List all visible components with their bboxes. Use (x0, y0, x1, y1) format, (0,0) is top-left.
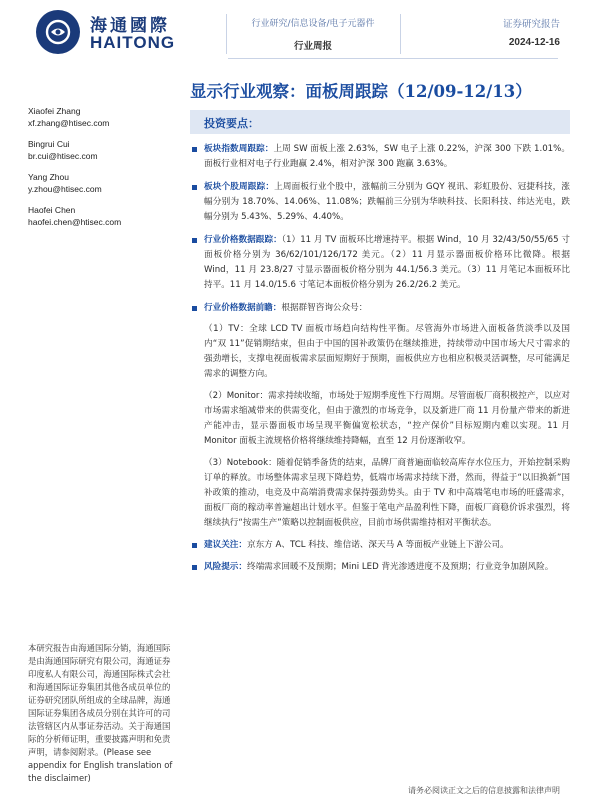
report-date: 2024-12-16 (508, 37, 560, 48)
logo-english: HAITONG (90, 33, 176, 52)
report-type: 证券研究报告 (502, 19, 560, 30)
key-points-header (190, 110, 570, 134)
disclaimer-text: 本研究报告由海通国际分销，海通国际是由海通国际研究有限公司，海通证券印度私人有限公司，海通国际株式会社和海通国际证券集团其他各成员单位的证券研究团队所组成的全球品牌，海通国际证券集团各成员分别在其许可的司法管辖区内从事证券活动。关于海通国际的分析师证明，重要披露声明和免责声明，请参阅附录。(Please see appendix for English translation of the disclaimer) (28, 643, 173, 783)
author (28, 171, 178, 195)
author-email[interactable]: br.cui@htisec.com (28, 151, 98, 161)
author-name: Yang Zhou (28, 172, 69, 182)
bullet-text: 根据群智咨询公众号： (281, 303, 368, 313)
bullet-price-tracking (190, 233, 570, 293)
bullet-text: 上周 SW 面板上涨 2.63%，SW 电子上涨 0.22%，沪深 300 下跌 1.01%。面板行业相对电子行业跑赢 2.4%，相对沪深 300 跑赢 3.63%。 (204, 144, 570, 169)
author (28, 138, 178, 162)
bullet-label: 风险提示： (204, 562, 247, 572)
bullet-label: 板块指数周跟踪： (204, 144, 274, 154)
outlook-tv-paragraph: （1）TV：全球 LCD TV 面板市场趋向结构性平衡。尽管海外市场进入面板备货淡季以及国内“双 11”促销期结束，但由于中国的国补政策仍在继续推进，持续带动中国市场大尺寸需求的强劲增长，支撑电视面板需求层面短期好于预期，面板供应方也相应积极灵活调整，尽可能满足需求的调整方向。 (204, 324, 570, 379)
author-name: Haofei Chen (28, 205, 76, 215)
bullet-recommendation (190, 538, 570, 553)
author-name: Xiaofei Zhang (28, 106, 81, 116)
divider (226, 14, 227, 54)
author-email[interactable]: xf.zhang@htisec.com (28, 118, 110, 128)
key-points-body (190, 142, 570, 575)
report-subtitle: 行业周报 (293, 41, 332, 52)
report-categories: 行业研究/信息设备/电子元器件 (251, 19, 375, 29)
author-email[interactable]: y.zhou@htisec.com (28, 184, 102, 194)
bullet-label: 行业价格数据前瞻： (204, 303, 282, 313)
page-title: 显示行业观察：面板周跟踪（12/09-12/13） (190, 82, 532, 101)
bullet-risk-warning (190, 560, 570, 575)
divider (400, 14, 401, 54)
bullet-label: 行业价格数据跟踪： (204, 235, 282, 245)
report-header (0, 0, 600, 62)
footer-notice: 请务必阅读正文之后的信息披露和法律声明 (408, 786, 560, 795)
outlook-monitor-paragraph: （2）Monitor：需求持续收缩，市场处于短期季度性下行周期。尽管面板厂商积极控产，以应对市场需求缩减带来的供需变化，但由于激烈的市场竞争，以及新进厂商 11 月份量产带来的新进产能冲击，显示器面板市场呈现平衡偏宽松状态，“控产保价”目标短期内难以实现。11 月 Monitor 面板主流规格价格将继续维持降幅，直至 12 月份逐渐收窄。 (204, 391, 570, 446)
author-email[interactable]: haofei.chen@htisec.com (28, 217, 122, 227)
bullet-text: （1）11 月 TV 面板环比增速持平。根据 Wind，10 月 32/43/50/55/65 寸面板价格分别为 36/62/101/126/172 美元。（2）11 月显示器面板价格环比微降。根据 Wind，11 月 23.8/27 寸显示器面板价格分别为 44.1/56.3 美元。（3）11 月笔记本面板环比持平。11 月 14.0/15.6 寸笔记本面板价格分别为 26.2/26.2 美元。 (204, 235, 570, 290)
bullet-label: 板块个股周跟踪： (204, 182, 275, 192)
logo-chinese: 海通國際 (90, 16, 170, 36)
bullet-label: 建议关注： (204, 540, 247, 550)
bullet-index-tracking (190, 142, 570, 172)
bullet-text: 终端需求回暖不及预期；Mini LED 背光渗透进度不及预期；行业竞争加剧风险。 (246, 562, 554, 572)
key-points-title: 投资要点： (204, 117, 259, 130)
author-name: Bingrui Cui (28, 139, 70, 149)
bullet-price-outlook (190, 301, 570, 316)
haitong-logo-icon (36, 10, 80, 54)
author (28, 204, 178, 228)
author (28, 105, 178, 129)
author-list (28, 105, 178, 237)
bullet-stock-tracking (190, 180, 570, 225)
outlook-notebook-paragraph: （3）Notebook：随着促销季备货的结束，品牌厂商普遍面临较高库存水位压力，开始控制采购订单的释放。市场整体需求呈现下降趋势，低端市场需求持续下滑，然而，得益于“以旧换新”国补政策的推动，电竞及中高端消费需求保持强劲势头。由于 TV 和中高端笔电市场的旺盛需求，面板厂商的稼动率普遍超出计划水平。但鉴于笔电产品盈利性下降，面板厂商稳价诉求强烈，将继续执行“按需生产”策略以控制面板供应，目前市场供需维持相对平衡状态。 (204, 458, 570, 528)
bullet-text: 上周面板行业个股中，涨幅前三分别为 GQY 视讯、彩虹股份、冠捷科技，涨幅分别为 18.70%、14.06%、11.08%；跌幅前三分别为华映科技、长阳科技、纬达光电，跌幅分别为 5.43%、5.29%、4.40%。 (204, 182, 570, 222)
divider (228, 58, 558, 59)
bullet-text: 京东方 A、TCL 科技、维信诺、深天马 A 等面板产业链上下游公司。 (246, 540, 509, 550)
